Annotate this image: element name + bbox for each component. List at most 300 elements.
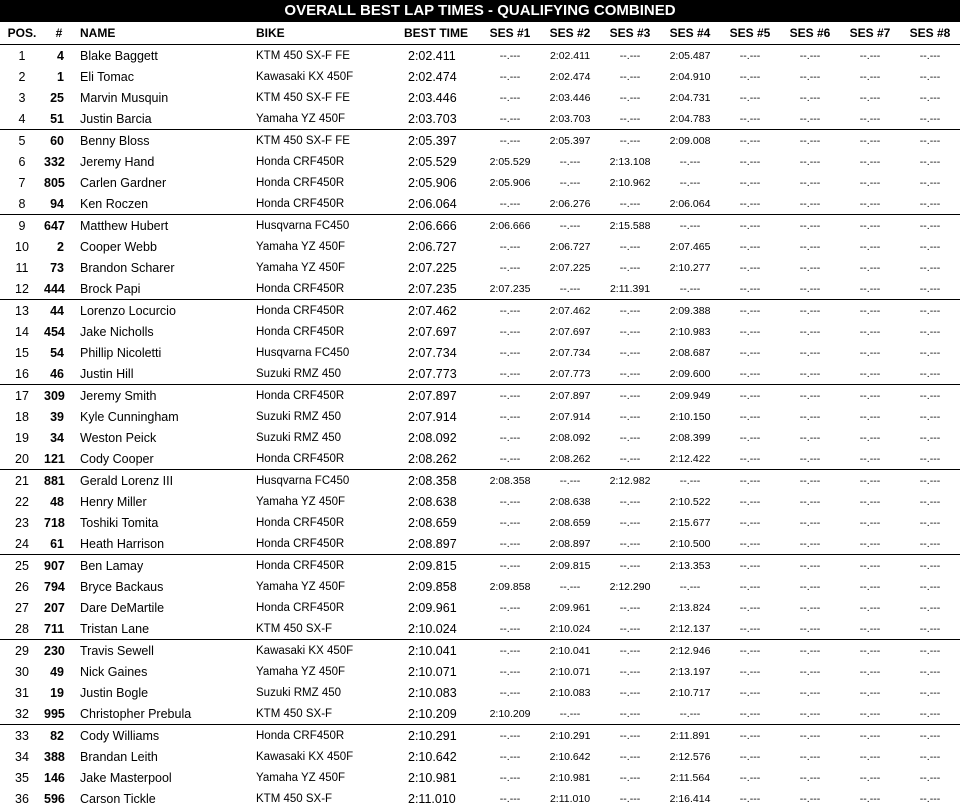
ses-4-cell: 2:12.137 [660, 618, 720, 640]
table-row [0, 342, 960, 363]
table-row [0, 448, 960, 470]
ses-4-cell: --.--- [660, 470, 720, 492]
bike-cell: Suzuki RMZ 450 [254, 363, 400, 385]
table-row [0, 470, 960, 492]
best-time-cell: 2:10.083 [400, 682, 480, 703]
ses-6-cell: --.--- [780, 788, 840, 809]
ses-5-cell: --.--- [720, 257, 780, 278]
position-cell: 14 [0, 321, 44, 342]
ses-1-cell: 2:07.235 [480, 278, 540, 300]
ses-4-cell: 2:10.150 [660, 406, 720, 427]
position-cell: 9 [0, 215, 44, 237]
ses-5-cell: --.--- [720, 363, 780, 385]
ses-8-cell: --.--- [900, 427, 960, 448]
best-time-cell: 2:06.727 [400, 236, 480, 257]
rider-name-cell: Justin Bogle [74, 682, 254, 703]
ses-5-cell: --.--- [720, 172, 780, 193]
ses-7-cell: --.--- [840, 321, 900, 342]
ses-8-cell: --.--- [900, 470, 960, 492]
rider-number-cell: 44 [44, 300, 74, 322]
page-title: OVERALL BEST LAP TIMES - QUALIFYING COMBINED [0, 0, 960, 22]
column-header-ses-3: SES #3 [600, 22, 660, 45]
ses-6-cell: --.--- [780, 151, 840, 172]
table-row [0, 533, 960, 555]
ses-7-cell: --.--- [840, 597, 900, 618]
best-time-cell: 2:08.659 [400, 512, 480, 533]
ses-8-cell: --.--- [900, 555, 960, 577]
ses-7-cell: --.--- [840, 342, 900, 363]
ses-7-cell: --.--- [840, 45, 900, 67]
bike-cell: KTM 450 SX-F [254, 703, 400, 725]
bike-cell: Honda CRF450R [254, 321, 400, 342]
bike-cell: Yamaha YZ 450F [254, 576, 400, 597]
ses-4-cell: --.--- [660, 151, 720, 172]
table-row [0, 363, 960, 385]
ses-2-cell: 2:03.703 [540, 108, 600, 130]
ses-2-cell: 2:10.041 [540, 640, 600, 662]
best-time-cell: 2:10.024 [400, 618, 480, 640]
table-row [0, 300, 960, 322]
ses-5-cell: --.--- [720, 300, 780, 322]
best-time-cell: 2:09.961 [400, 597, 480, 618]
ses-1-cell: 2:06.666 [480, 215, 540, 237]
ses-2-cell: 2:02.474 [540, 66, 600, 87]
ses-6-cell: --.--- [780, 130, 840, 152]
ses-2-cell: 2:10.981 [540, 767, 600, 788]
ses-5-cell: --.--- [720, 597, 780, 618]
table-row [0, 193, 960, 215]
ses-3-cell: --.--- [600, 321, 660, 342]
ses-6-cell: --.--- [780, 193, 840, 215]
best-time-cell: 2:09.815 [400, 555, 480, 577]
ses-1-cell: 2:09.858 [480, 576, 540, 597]
table-row [0, 151, 960, 172]
position-cell: 10 [0, 236, 44, 257]
ses-2-cell: 2:09.961 [540, 597, 600, 618]
ses-2-cell: 2:08.092 [540, 427, 600, 448]
ses-8-cell: --.--- [900, 363, 960, 385]
bike-cell: Yamaha YZ 450F [254, 661, 400, 682]
ses-2-cell: 2:10.083 [540, 682, 600, 703]
table-row [0, 767, 960, 788]
ses-4-cell: 2:09.600 [660, 363, 720, 385]
ses-7-cell: --.--- [840, 725, 900, 747]
bike-cell: Honda CRF450R [254, 278, 400, 300]
ses-5-cell: --.--- [720, 533, 780, 555]
ses-5-cell: --.--- [720, 682, 780, 703]
ses-1-cell: --.--- [480, 788, 540, 809]
rider-number-cell: 49 [44, 661, 74, 682]
rider-name-cell: Dare DeMartile [74, 597, 254, 618]
ses-1-cell: --.--- [480, 342, 540, 363]
table-row [0, 661, 960, 682]
position-cell: 31 [0, 682, 44, 703]
ses-2-cell: 2:08.262 [540, 448, 600, 470]
best-time-cell: 2:02.411 [400, 45, 480, 67]
column-header-ses-8: SES #8 [900, 22, 960, 45]
ses-6-cell: --.--- [780, 661, 840, 682]
ses-8-cell: --.--- [900, 640, 960, 662]
table-row [0, 703, 960, 725]
table-row [0, 108, 960, 130]
bike-cell: KTM 450 SX-F FE [254, 87, 400, 108]
ses-6-cell: --.--- [780, 448, 840, 470]
ses-3-cell: --.--- [600, 108, 660, 130]
rider-number-cell: 995 [44, 703, 74, 725]
ses-4-cell: 2:10.717 [660, 682, 720, 703]
best-time-cell: 2:10.981 [400, 767, 480, 788]
ses-3-cell: --.--- [600, 363, 660, 385]
ses-3-cell: --.--- [600, 746, 660, 767]
rider-number-cell: 230 [44, 640, 74, 662]
best-time-cell: 2:10.041 [400, 640, 480, 662]
table-row [0, 172, 960, 193]
position-cell: 12 [0, 278, 44, 300]
ses-3-cell: --.--- [600, 682, 660, 703]
ses-4-cell: 2:05.487 [660, 45, 720, 67]
best-time-cell: 2:07.914 [400, 406, 480, 427]
ses-8-cell: --.--- [900, 300, 960, 322]
ses-5-cell: --.--- [720, 427, 780, 448]
rider-number-cell: 46 [44, 363, 74, 385]
ses-6-cell: --.--- [780, 215, 840, 237]
ses-7-cell: --.--- [840, 448, 900, 470]
table-row [0, 725, 960, 747]
ses-7-cell: --.--- [840, 406, 900, 427]
column-header-ses-2: SES #2 [540, 22, 600, 45]
ses-5-cell: --.--- [720, 725, 780, 747]
rider-name-cell: Brock Papi [74, 278, 254, 300]
ses-8-cell: --.--- [900, 597, 960, 618]
ses-8-cell: --.--- [900, 533, 960, 555]
ses-5-cell: --.--- [720, 703, 780, 725]
ses-3-cell: --.--- [600, 533, 660, 555]
ses-3-cell: 2:15.588 [600, 215, 660, 237]
ses-4-cell: 2:06.064 [660, 193, 720, 215]
best-time-cell: 2:07.734 [400, 342, 480, 363]
table-row [0, 491, 960, 512]
ses-3-cell: --.--- [600, 385, 660, 407]
ses-1-cell: --.--- [480, 746, 540, 767]
ses-1-cell: --.--- [480, 767, 540, 788]
ses-1-cell: --.--- [480, 300, 540, 322]
ses-5-cell: --.--- [720, 555, 780, 577]
rider-name-cell: Henry Miller [74, 491, 254, 512]
ses-4-cell: 2:16.414 [660, 788, 720, 809]
bike-cell: Honda CRF450R [254, 533, 400, 555]
best-time-cell: 2:07.225 [400, 257, 480, 278]
ses-1-cell: --.--- [480, 236, 540, 257]
table-row [0, 618, 960, 640]
rider-number-cell: 647 [44, 215, 74, 237]
ses-6-cell: --.--- [780, 172, 840, 193]
ses-1-cell: --.--- [480, 555, 540, 577]
bike-cell: Husqvarna FC450 [254, 470, 400, 492]
ses-3-cell: --.--- [600, 427, 660, 448]
ses-8-cell: --.--- [900, 172, 960, 193]
ses-2-cell: 2:07.914 [540, 406, 600, 427]
ses-6-cell: --.--- [780, 470, 840, 492]
ses-1-cell: --.--- [480, 533, 540, 555]
ses-1-cell: --.--- [480, 682, 540, 703]
position-cell: 13 [0, 300, 44, 322]
ses-2-cell: 2:06.276 [540, 193, 600, 215]
ses-3-cell: --.--- [600, 236, 660, 257]
position-cell: 33 [0, 725, 44, 747]
ses-1-cell: 2:05.529 [480, 151, 540, 172]
ses-3-cell: --.--- [600, 640, 660, 662]
ses-2-cell: --.--- [540, 278, 600, 300]
ses-1-cell: --.--- [480, 257, 540, 278]
ses-7-cell: --.--- [840, 151, 900, 172]
rider-name-cell: Benny Bloss [74, 130, 254, 152]
table-row [0, 555, 960, 577]
rider-name-cell: Cooper Webb [74, 236, 254, 257]
position-cell: 20 [0, 448, 44, 470]
best-time-cell: 2:06.064 [400, 193, 480, 215]
ses-8-cell: --.--- [900, 406, 960, 427]
position-cell: 2 [0, 66, 44, 87]
ses-5-cell: --.--- [720, 640, 780, 662]
ses-2-cell: 2:05.397 [540, 130, 600, 152]
position-cell: 36 [0, 788, 44, 809]
bike-cell: Honda CRF450R [254, 597, 400, 618]
best-time-cell: 2:08.638 [400, 491, 480, 512]
ses-6-cell: --.--- [780, 45, 840, 67]
position-cell: 27 [0, 597, 44, 618]
ses-1-cell: --.--- [480, 406, 540, 427]
ses-1-cell: --.--- [480, 448, 540, 470]
best-time-cell: 2:09.858 [400, 576, 480, 597]
ses-2-cell: 2:10.071 [540, 661, 600, 682]
best-time-cell: 2:07.235 [400, 278, 480, 300]
ses-3-cell: --.--- [600, 491, 660, 512]
ses-3-cell: --.--- [600, 448, 660, 470]
ses-7-cell: --.--- [840, 470, 900, 492]
ses-4-cell: --.--- [660, 172, 720, 193]
ses-6-cell: --.--- [780, 321, 840, 342]
ses-8-cell: --.--- [900, 130, 960, 152]
ses-5-cell: --.--- [720, 491, 780, 512]
position-cell: 4 [0, 108, 44, 130]
ses-1-cell: 2:08.358 [480, 470, 540, 492]
ses-5-cell: --.--- [720, 87, 780, 108]
ses-4-cell: 2:04.783 [660, 108, 720, 130]
table-row [0, 321, 960, 342]
position-cell: 26 [0, 576, 44, 597]
ses-7-cell: --.--- [840, 87, 900, 108]
rider-number-cell: 61 [44, 533, 74, 555]
ses-5-cell: --.--- [720, 767, 780, 788]
table-row [0, 682, 960, 703]
ses-7-cell: --.--- [840, 788, 900, 809]
position-cell: 6 [0, 151, 44, 172]
ses-4-cell: 2:07.465 [660, 236, 720, 257]
ses-7-cell: --.--- [840, 618, 900, 640]
ses-8-cell: --.--- [900, 236, 960, 257]
ses-2-cell: 2:07.697 [540, 321, 600, 342]
rider-name-cell: Christopher Prebula [74, 703, 254, 725]
table-body [0, 45, 960, 809]
position-cell: 25 [0, 555, 44, 577]
ses-2-cell: --.--- [540, 172, 600, 193]
bike-cell: Yamaha YZ 450F [254, 236, 400, 257]
table-row [0, 597, 960, 618]
ses-5-cell: --.--- [720, 45, 780, 67]
ses-3-cell: --.--- [600, 406, 660, 427]
best-time-cell: 2:03.446 [400, 87, 480, 108]
rider-name-cell: Bryce Backaus [74, 576, 254, 597]
rider-number-cell: 711 [44, 618, 74, 640]
ses-1-cell: --.--- [480, 363, 540, 385]
rider-name-cell: Brandan Leith [74, 746, 254, 767]
table-row [0, 257, 960, 278]
column-header-number: # [44, 22, 74, 45]
position-cell: 5 [0, 130, 44, 152]
ses-3-cell: --.--- [600, 661, 660, 682]
ses-1-cell: 2:05.906 [480, 172, 540, 193]
ses-8-cell: --.--- [900, 215, 960, 237]
ses-4-cell: 2:10.500 [660, 533, 720, 555]
best-time-cell: 2:05.906 [400, 172, 480, 193]
rider-number-cell: 596 [44, 788, 74, 809]
rider-name-cell: Justin Hill [74, 363, 254, 385]
table-row [0, 215, 960, 237]
rider-number-cell: 454 [44, 321, 74, 342]
ses-4-cell: 2:08.399 [660, 427, 720, 448]
ses-8-cell: --.--- [900, 342, 960, 363]
ses-2-cell: 2:03.446 [540, 87, 600, 108]
bike-cell: Yamaha YZ 450F [254, 767, 400, 788]
bike-cell: KTM 450 SX-F FE [254, 45, 400, 67]
ses-5-cell: --.--- [720, 788, 780, 809]
ses-6-cell: --.--- [780, 300, 840, 322]
column-header-bike: BIKE [254, 22, 400, 45]
bike-cell: Yamaha YZ 450F [254, 491, 400, 512]
bike-cell: Honda CRF450R [254, 193, 400, 215]
rider-name-cell: Blake Baggett [74, 45, 254, 67]
ses-4-cell: --.--- [660, 215, 720, 237]
ses-7-cell: --.--- [840, 215, 900, 237]
ses-3-cell: --.--- [600, 597, 660, 618]
ses-3-cell: --.--- [600, 767, 660, 788]
ses-8-cell: --.--- [900, 66, 960, 87]
ses-6-cell: --.--- [780, 597, 840, 618]
position-cell: 28 [0, 618, 44, 640]
ses-6-cell: --.--- [780, 427, 840, 448]
best-time-cell: 2:05.397 [400, 130, 480, 152]
ses-5-cell: --.--- [720, 278, 780, 300]
rider-number-cell: 794 [44, 576, 74, 597]
ses-4-cell: 2:10.522 [660, 491, 720, 512]
ses-8-cell: --.--- [900, 576, 960, 597]
ses-6-cell: --.--- [780, 406, 840, 427]
ses-2-cell: 2:11.010 [540, 788, 600, 809]
ses-5-cell: --.--- [720, 576, 780, 597]
position-cell: 21 [0, 470, 44, 492]
ses-6-cell: --.--- [780, 640, 840, 662]
header-row [0, 22, 960, 45]
best-time-cell: 2:07.897 [400, 385, 480, 407]
ses-8-cell: --.--- [900, 151, 960, 172]
best-time-cell: 2:06.666 [400, 215, 480, 237]
ses-6-cell: --.--- [780, 342, 840, 363]
ses-4-cell: 2:12.422 [660, 448, 720, 470]
rider-name-cell: Toshiki Tomita [74, 512, 254, 533]
rider-number-cell: 51 [44, 108, 74, 130]
rider-name-cell: Ben Lamay [74, 555, 254, 577]
rider-number-cell: 82 [44, 725, 74, 747]
ses-3-cell: --.--- [600, 45, 660, 67]
ses-8-cell: --.--- [900, 321, 960, 342]
rider-number-cell: 34 [44, 427, 74, 448]
ses-2-cell: 2:08.638 [540, 491, 600, 512]
ses-3-cell: --.--- [600, 130, 660, 152]
rider-name-cell: Marvin Musquin [74, 87, 254, 108]
ses-1-cell: --.--- [480, 66, 540, 87]
ses-2-cell: 2:10.024 [540, 618, 600, 640]
table-row [0, 66, 960, 87]
ses-5-cell: --.--- [720, 746, 780, 767]
ses-1-cell: --.--- [480, 193, 540, 215]
ses-5-cell: --.--- [720, 618, 780, 640]
ses-8-cell: --.--- [900, 278, 960, 300]
bike-cell: Suzuki RMZ 450 [254, 406, 400, 427]
ses-5-cell: --.--- [720, 385, 780, 407]
rider-name-cell: Nick Gaines [74, 661, 254, 682]
best-time-cell: 2:10.642 [400, 746, 480, 767]
rider-name-cell: Phillip Nicoletti [74, 342, 254, 363]
table-row [0, 512, 960, 533]
ses-4-cell: 2:13.353 [660, 555, 720, 577]
rider-name-cell: Travis Sewell [74, 640, 254, 662]
position-cell: 35 [0, 767, 44, 788]
ses-8-cell: --.--- [900, 448, 960, 470]
ses-5-cell: --.--- [720, 236, 780, 257]
bike-cell: Honda CRF450R [254, 448, 400, 470]
ses-7-cell: --.--- [840, 300, 900, 322]
ses-4-cell: --.--- [660, 576, 720, 597]
ses-2-cell: --.--- [540, 470, 600, 492]
position-cell: 34 [0, 746, 44, 767]
ses-7-cell: --.--- [840, 193, 900, 215]
ses-2-cell: 2:07.773 [540, 363, 600, 385]
rider-number-cell: 207 [44, 597, 74, 618]
ses-2-cell: 2:08.897 [540, 533, 600, 555]
position-cell: 24 [0, 533, 44, 555]
ses-2-cell: 2:07.897 [540, 385, 600, 407]
ses-6-cell: --.--- [780, 257, 840, 278]
rider-number-cell: 94 [44, 193, 74, 215]
ses-4-cell: 2:13.824 [660, 597, 720, 618]
ses-5-cell: --.--- [720, 66, 780, 87]
best-time-cell: 2:10.291 [400, 725, 480, 747]
position-cell: 7 [0, 172, 44, 193]
lap-times-table [0, 22, 960, 809]
ses-5-cell: --.--- [720, 215, 780, 237]
ses-4-cell: 2:08.687 [660, 342, 720, 363]
ses-6-cell: --.--- [780, 746, 840, 767]
ses-8-cell: --.--- [900, 87, 960, 108]
ses-1-cell: --.--- [480, 725, 540, 747]
ses-4-cell: 2:10.983 [660, 321, 720, 342]
rider-number-cell: 25 [44, 87, 74, 108]
bike-cell: Honda CRF450R [254, 172, 400, 193]
ses-4-cell: 2:12.946 [660, 640, 720, 662]
rider-number-cell: 881 [44, 470, 74, 492]
ses-7-cell: --.--- [840, 491, 900, 512]
ses-7-cell: --.--- [840, 555, 900, 577]
